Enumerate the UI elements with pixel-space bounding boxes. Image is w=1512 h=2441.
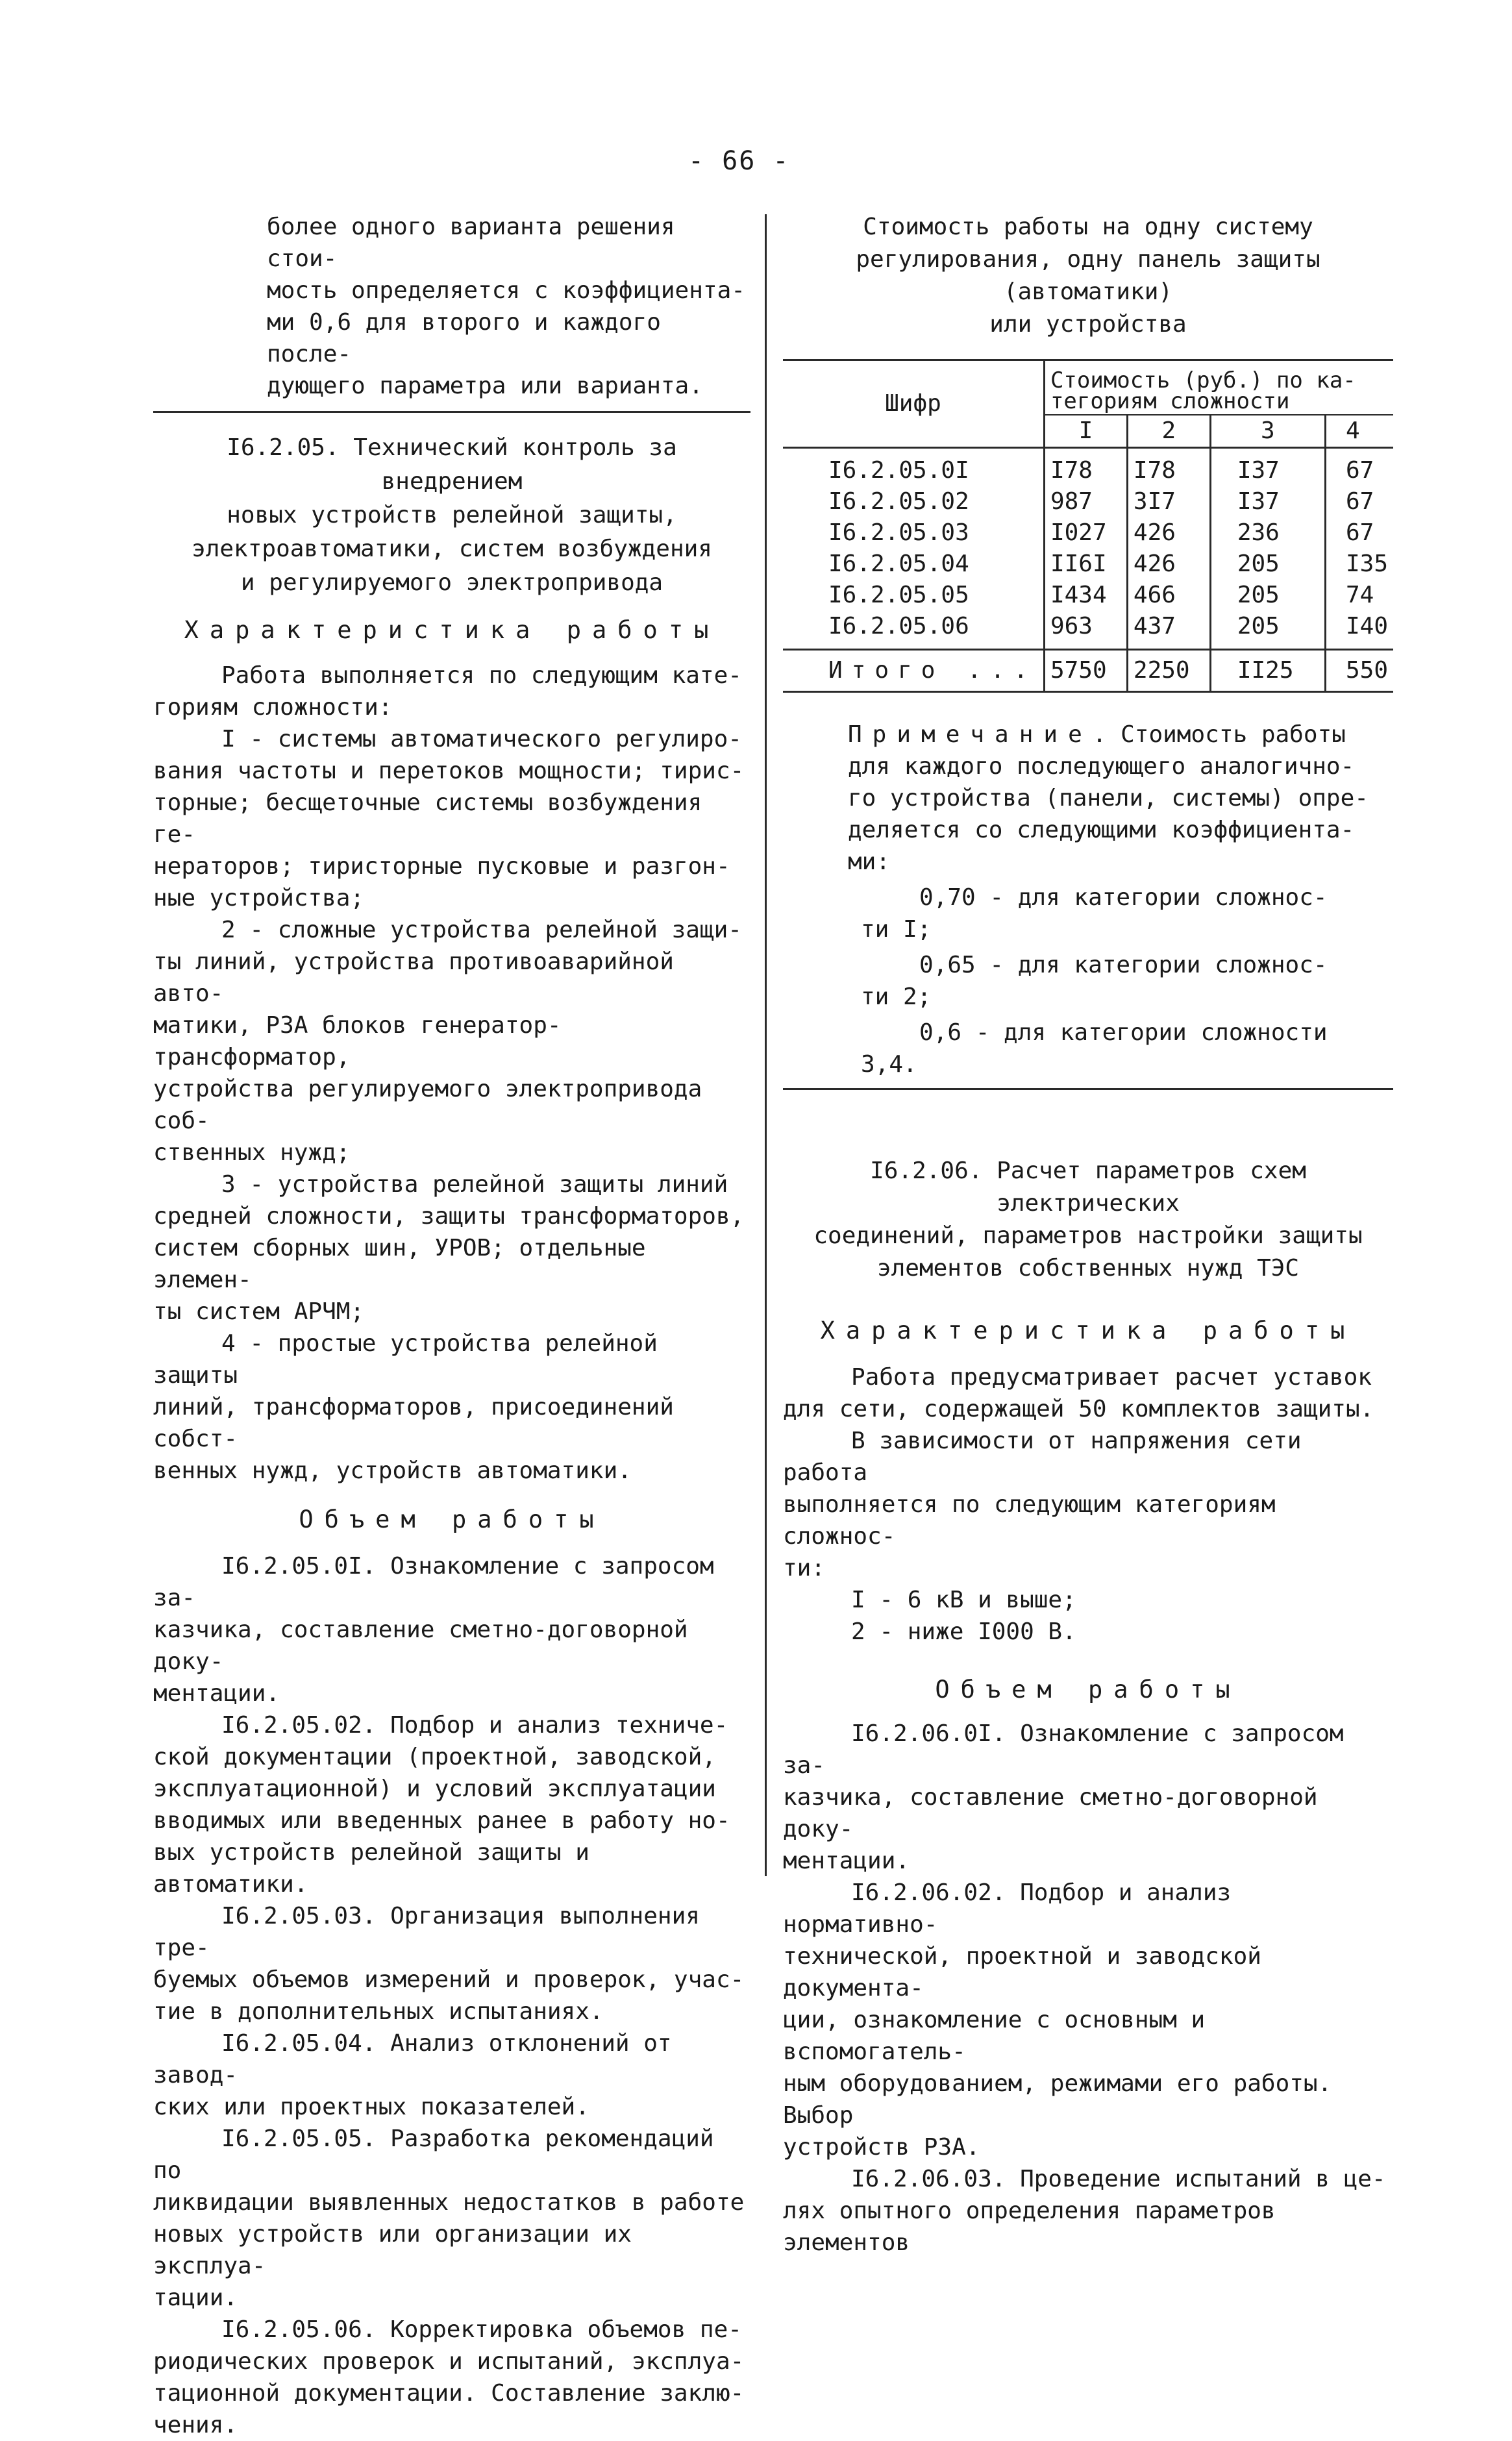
volume-item-02: I6.2.05.02. Подбор и анализ техниче- ской документации (проектной, заводской, эксплуатационной) и условий эксплуатации вводимых или введенных ранее в работу но- вых устройств релейной защиты и автоматики. xyxy=(153,1712,730,1898)
row-cat-4: I35 xyxy=(1325,549,1393,580)
row-cat-1: II6I xyxy=(1044,549,1127,580)
row-cat-2: I78 xyxy=(1127,448,1210,487)
category-header-3: 3 xyxy=(1210,415,1325,448)
note-coeff-2: 0,65 - для категории сложнос- ти 2; xyxy=(861,952,1328,1010)
table-caption: Стоимость работы на одну систему регулирования, одну панель защиты (автоматики) или устройства xyxy=(856,214,1320,338)
volume-item-06-03: I6.2.06.03. Проведение испытаний в це- лях опытного определения параметров элементов xyxy=(783,2166,1386,2256)
row-code: I6.2.05.02 xyxy=(828,488,969,515)
total-cat-4: 550 xyxy=(1325,650,1393,692)
continuation-text: более одного варианта решения стои- мость определяется с коэффициента- ми 0,6 для второго и каждого после- дующего параметра или варианта. xyxy=(267,214,745,399)
column-divider xyxy=(765,214,767,1876)
total-label: Итого ... xyxy=(783,650,1044,692)
row-code: I6.2.05.03 xyxy=(828,519,969,546)
volume-heading-2: Объем работы xyxy=(935,1676,1241,1704)
row-code: I6.2.05.06 xyxy=(783,611,1044,650)
row-cat-4: 67 xyxy=(1325,486,1393,517)
row-cat-2: 466 xyxy=(1127,580,1210,611)
section-title-16-2-05: I6.2.05. Технический контроль за внедрением новых устройств релейной защиты, электроавтоматики, систем возбуждения и регулируемого электропривода xyxy=(192,434,712,596)
table-row xyxy=(783,611,1393,650)
volume-item-03: I6.2.05.03. Организация выполнения тре- буемых объемов измерений и проверок, учас- тие в дополнительных испытаниях. xyxy=(153,1903,745,2025)
category-low-1: I - 6 кВ и выше; xyxy=(851,1587,1076,1613)
category-header-2: 2 xyxy=(1127,415,1210,448)
note-block xyxy=(848,719,1393,878)
row-cat-1: I027 xyxy=(1044,517,1127,549)
row-cat-2: 437 xyxy=(1127,611,1210,650)
table-row xyxy=(783,549,1393,580)
table-total-row xyxy=(783,650,1393,692)
row-cat-2: 426 xyxy=(1127,549,1210,580)
note-label: Примечание xyxy=(848,721,1093,748)
volume-item-01: I6.2.05.0I. Ознакомление с запросом за- казчика, составление сметно-договорной доку- ментации. xyxy=(153,1553,714,1707)
table-row xyxy=(783,486,1393,517)
volume-item-04: I6.2.05.04. Анализ отклонений от завод- ских или проектных показателей. xyxy=(153,2030,672,2120)
category-4: 4 - простые устройства релейной защиты линий, трансформаторов, присоединений собст- венных нужд, устройств автоматики. xyxy=(153,1330,674,1484)
row-code: I6.2.05.04 xyxy=(828,551,969,577)
cost-header: Стоимость (руб.) по ка- тегориям сложности xyxy=(1044,360,1393,415)
note-coeff-1: 0,70 - для категории сложнос- ти I; xyxy=(861,884,1328,943)
volume-item-06: I6.2.05.06. Корректировка объемов пе- риодических проверок и испытаний, эксплуа- тационной документации. Составление заклю- чения. xyxy=(153,2316,745,2438)
volume-item-06-01: I6.2.06.0I. Ознакомление с запросом за- казчика, составление сметно-договорной доку- ментации. xyxy=(783,1720,1344,1874)
note-text: . Стоимость работы для каждого последующего аналогично- го устройства (панели, системы) опре- деляется со следующими коэффициента- ми: xyxy=(848,721,1369,875)
row-cat-3: I37 xyxy=(1210,448,1325,487)
row-cat-4: 67 xyxy=(1325,448,1393,487)
row-cat-3: 205 xyxy=(1210,611,1325,650)
category-2: 2 - сложные устройства релейной защи- ты линий, устройства противоаварийной авто- матики, РЗА блоков генератор-трансформатор, устройства регулируемого электропривода соб- ственных нужд; xyxy=(153,917,742,1166)
cost-table xyxy=(783,359,1393,693)
left-column xyxy=(153,211,750,2441)
row-cat-4: I40 xyxy=(1325,611,1393,650)
category-low-2: 2 - ниже I000 В. xyxy=(851,1618,1076,1645)
table-note xyxy=(783,719,1393,1080)
note-coeff-3: 0,6 - для категории сложности 3,4. xyxy=(861,1019,1328,1078)
row-code: I6.2.05.05 xyxy=(828,582,969,608)
table-row xyxy=(783,448,1393,487)
right-column xyxy=(783,211,1393,2259)
intro-text: Работа выполняется по следующим кате- гориям сложности: xyxy=(153,662,742,721)
row-cat-4: 74 xyxy=(1325,580,1393,611)
row-cat-2: 3I7 xyxy=(1127,486,1210,517)
row-cat-1: I78 xyxy=(1044,448,1127,487)
total-cat-2: 2250 xyxy=(1127,650,1210,692)
volume-item-06-02: I6.2.06.02. Подбор и анализ нормативно- технической, проектной и заводской документа- ции, ознакомление с основным и вспомогатель- ным оборудованием, режимами его работы. Выбор устройств РЗА. xyxy=(783,1879,1332,2161)
page-number: - 66 - xyxy=(688,146,790,176)
table-row xyxy=(783,580,1393,611)
table-row xyxy=(783,517,1393,549)
row-cat-3: 205 xyxy=(1210,580,1325,611)
intro-text-2a: Работа предусматривает расчет уставок для сети, содержащей 50 комплектов защиты. xyxy=(783,1364,1374,1422)
row-code: I6.2.05.0I xyxy=(828,457,969,484)
total-cat-1: 5750 xyxy=(1044,650,1127,692)
category-3: 3 - устройства релейной защиты линий средней сложности, защиты трансформаторов, систем сборных шин, УРОВ; отдельные элемен- ты систем АРЧМ; xyxy=(153,1171,745,1325)
row-cat-1: 987 xyxy=(1044,486,1127,517)
code-header: Шифр xyxy=(783,360,1044,448)
row-cat-4: 67 xyxy=(1325,517,1393,549)
section-rule xyxy=(153,411,750,413)
volume-item-05: I6.2.05.05. Разработка рекомендаций по ликвидации выявленных недостатков в работе новых устройств или организации их эксплуа- тации. xyxy=(153,2125,745,2311)
category-1: I - системы автоматического регулиро- вания частоты и перетоков мощности; тирис- торные; бесщеточные системы возбуждения ге- нераторов; тиристорные пусковые и разгон- ные устройства; xyxy=(153,726,745,911)
row-cat-1: I434 xyxy=(1044,580,1127,611)
section-title-16-2-06: I6.2.06. Расчет параметров схем электрических соединений, параметров настройки защиты элементов собственных нужд ТЭС xyxy=(813,1158,1363,1282)
category-header-4: 4 xyxy=(1325,415,1393,448)
row-cat-3: 205 xyxy=(1210,549,1325,580)
row-cat-1: 963 xyxy=(1044,611,1127,650)
characteristic-heading: Характеристика работы xyxy=(184,616,720,644)
total-cat-3: II25 xyxy=(1210,650,1325,692)
note-rule xyxy=(783,1088,1393,1090)
row-cat-3: I37 xyxy=(1210,486,1325,517)
row-cat-2: 426 xyxy=(1127,517,1210,549)
category-header-1: I xyxy=(1044,415,1127,448)
characteristic-heading-2: Характеристика работы xyxy=(820,1317,1356,1344)
volume-heading: Объем работы xyxy=(299,1505,605,1533)
row-cat-3: 236 xyxy=(1210,517,1325,549)
intro-text-2b: В зависимости от напряжения сети работа выполняется по следующим категориям сложнос- ти: xyxy=(783,1428,1302,1581)
